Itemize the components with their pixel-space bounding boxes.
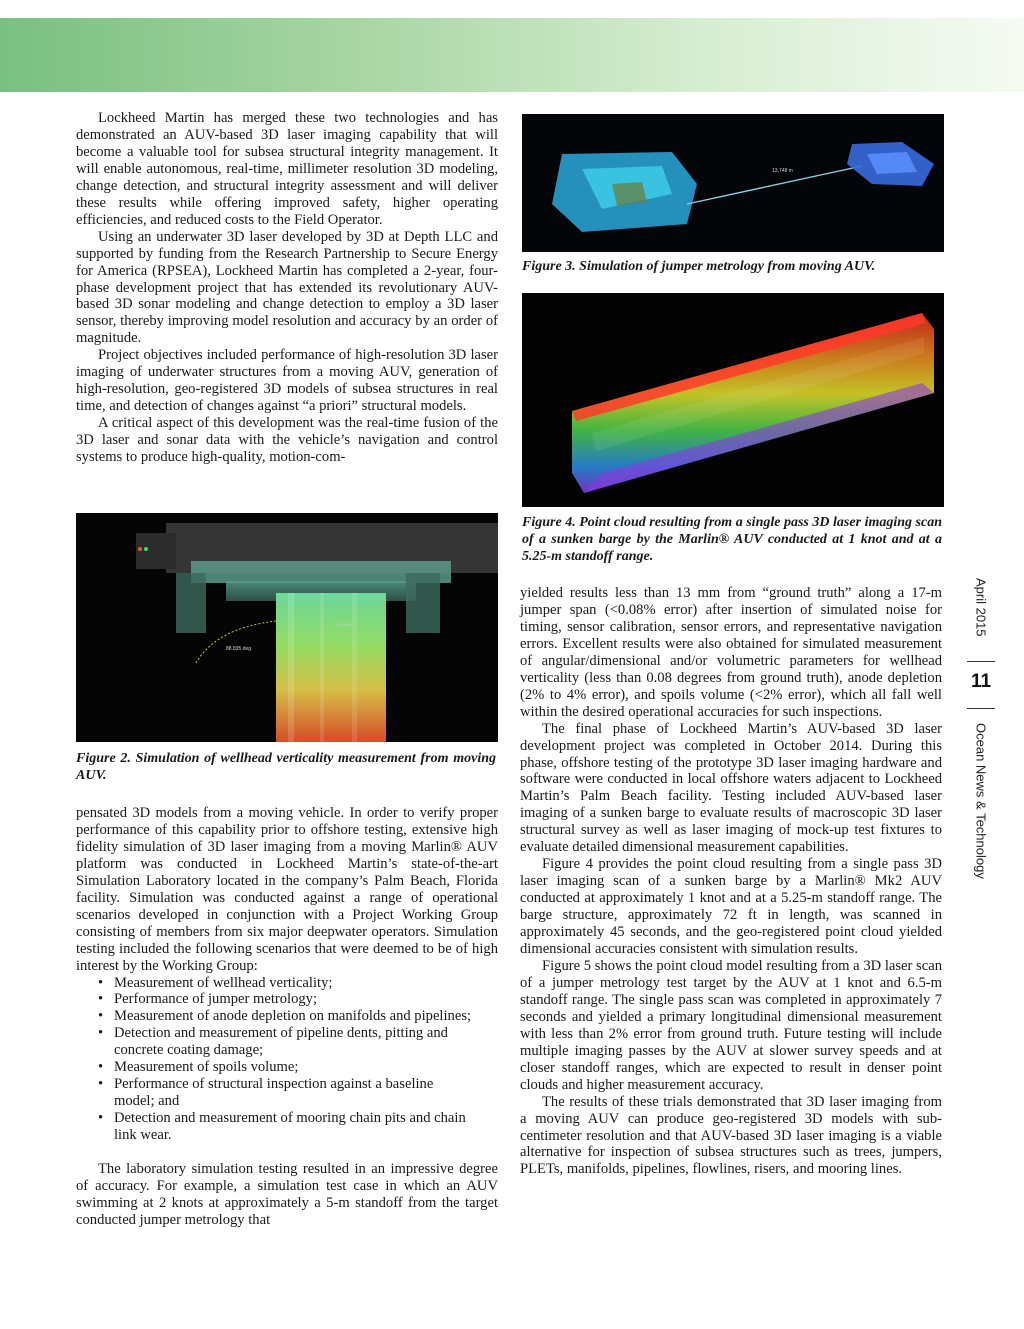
right-column [520, 585, 942, 1178]
spacer [76, 1144, 498, 1161]
page-sidebar [959, 575, 1003, 905]
journal-name: Ocean News & Technology [973, 723, 989, 879]
wellhead-point-cloud [76, 513, 498, 742]
distance-label: 13.748 m [772, 168, 793, 174]
left-column-bottom [76, 805, 498, 1229]
header-banner [0, 18, 1024, 92]
paragraph: Figure 5 shows the point cloud model resulting from a 3D laser scan of a jumper metrology test target by the AUV at 1 knot and 6.5-m standoff range. The single pass scan was completed in approximately 7 seconds and yielded a primary longitudinal dimensional measurement with less than 2% error from ground truth. Future testing will include multiple imaging passes by the AUV at slower survey speeds and at closer standoff ranges, which are expected to result in denser point clouds and higher measurement accuracy. [520, 957, 942, 1093]
list-item: • Measurement of anode depletion on manifolds and pipelines; [76, 1008, 498, 1025]
paragraph: Lockheed Martin has merged these two technologies and has demonstrated an AUV-based 3D laser imaging capability that will become a valuable tool for subsea structural integrity management. It will enable autonomous, real-time, millimeter resolution 3D modeling, change detection, and structural integrity assessment and will deliver these results while offering improved safety, higher operating efficiencies, and reduced costs to the Field Operator. [76, 110, 498, 228]
paragraph: The results of these trials demonstrated that 3D laser imaging from a moving AUV can produce geo-registered 3D models with sub-centimeter resolution and that AUV-based 3D laser imaging is a viable alternative for inspection of subsea structures such as trees, jumpers, PLETs, manifolds, pipelines, flowlines, risers, and mooring lines. [520, 1093, 942, 1178]
list-item: • Measurement of spoils volume; [76, 1059, 498, 1076]
list-item: • Performance of jumper metrology; [76, 991, 498, 1008]
left-column-top [76, 110, 498, 466]
paragraph: The laboratory simulation testing resulted in an impressive degree of accuracy. For example, a simulation test case in which an AUV swimming at 2 knots at approximately a 5-m standoff from the target conducted jumper metrology that [76, 1161, 498, 1228]
paragraph: Project objectives included performance of high-resolution 3D laser imaging of underwater structures from a moving AUV, generation of high-resolution, geo-registered 3D models of subsea structures in real time, and detection of changes against “a priori” structural models. [76, 347, 498, 415]
list-item: • Performance of structural inspection against a baseline model; and [76, 1076, 498, 1110]
paragraph: A critical aspect of this development was the real-time fusion of the 3D laser and sonar data with the vehicle’s navigation and control systems to produce high-quality, motion-com- [76, 415, 498, 466]
figure-2-image [76, 513, 498, 742]
paragraph: The final phase of Lockheed Martin’s AUV-based 3D laser development project was completed in October 2014. During this phase, offshore testing of the prototype 3D laser imaging hardware and software were conducted in local offshore waters adjacent to Lockheed Martin’s Palm Beach facility. Testing included AUV-based laser imaging of a sunken barge to evaluate results of macroscopic 3D laser structural survey as well as laser imaging of mock-up test fixtures to evaluate detailed dimensional measurement capabilities. [520, 720, 942, 856]
barge-point-cloud [522, 293, 944, 507]
paragraph: yielded results less than 13 mm from “ground truth” along a 17-m jumper span (<0.08% error) after insertion of simulated noise for timing, sensor calibration, sensor errors, and representative navigation errors. Excellent results were also obtained for simulated measurement of angular/dimensional and/or volumetric parameters for wellhead verticality (less than 0.08 degrees from ground truth), anode depletion (2% to 4% error), and spoils volume (<2% error), which all fall well within the desired operational accuracies for such inspections. [520, 585, 942, 720]
divider [967, 661, 995, 662]
paragraph: pensated 3D models from a moving vehicle. In order to verify proper performance of this capability prior to offshore testing, extensive high fidelity simulation of 3D laser imaging from a moving Marlin® AUV platform was conducted in Lockheed Martin’s state-of-the-art Simulation Laboratory located in the company’s Palm Beach, Florida facility. Simulation was conducted against a range of operational scenarios developed in conjunction with a Project Working Group consisting of members from six major deepwater operators. Simulation testing included the following scenarios that were deemed to be of high interest by the Working Group: [76, 805, 498, 974]
scenario-list [76, 975, 498, 1145]
divider [967, 708, 995, 709]
issue-date: April 2015 [973, 578, 989, 637]
angle-label: 88.835 deg [226, 646, 252, 652]
figure-4-caption: Figure 4. Point cloud resulting from a single pass 3D laser imaging scan of a sunken barge by the Marlin® AUV conducted at 1 knot and at a 5.25-m standoff range. [522, 515, 942, 564]
figure-4-image [522, 293, 944, 507]
figure-2-caption: Figure 2. Simulation of wellhead verticality measurement from moving AUV. [76, 751, 496, 783]
paragraph: Using an underwater 3D laser developed by 3D at Depth LLC and supported by funding from the Research Partnership to Secure Energy for America (RPSEA), Lockheed Martin has completed a 2-year, four-phase development project that has extended its revolutionary AUV-based 3D sonar modeling and change detection to employ a 3D laser sensor, thereby improving model resolution and accuracy by an order of magnitude. [76, 228, 498, 347]
page-number: 11 [970, 671, 992, 692]
figure-3-image [522, 114, 944, 252]
jumper-metrology-render [522, 114, 944, 252]
list-item: • Detection and measurement of mooring chain pits and chain link wear. [76, 1110, 498, 1144]
list-item: • Measurement of wellhead verticality; [76, 975, 498, 992]
list-item: • Detection and measurement of pipeline dents, pitting and concrete coating damage; [76, 1025, 498, 1059]
paragraph: Figure 4 provides the point cloud resulting from a single pass 3D laser imaging scan of a sunken barge by a Marlin® Mk2 AUV conducted at approximately 1 knot and at a 5.25-m standoff range. The barge structure, approximately 72 ft in length, was scanned in approximately 45 seconds, and the geo-registered point cloud yielded dimensional accuracies consistent with simulation results. [520, 856, 942, 958]
figure-3-caption: Figure 3. Simulation of jumper metrology from moving AUV. [522, 259, 876, 274]
distance-label: 6.471 m [338, 622, 353, 627]
